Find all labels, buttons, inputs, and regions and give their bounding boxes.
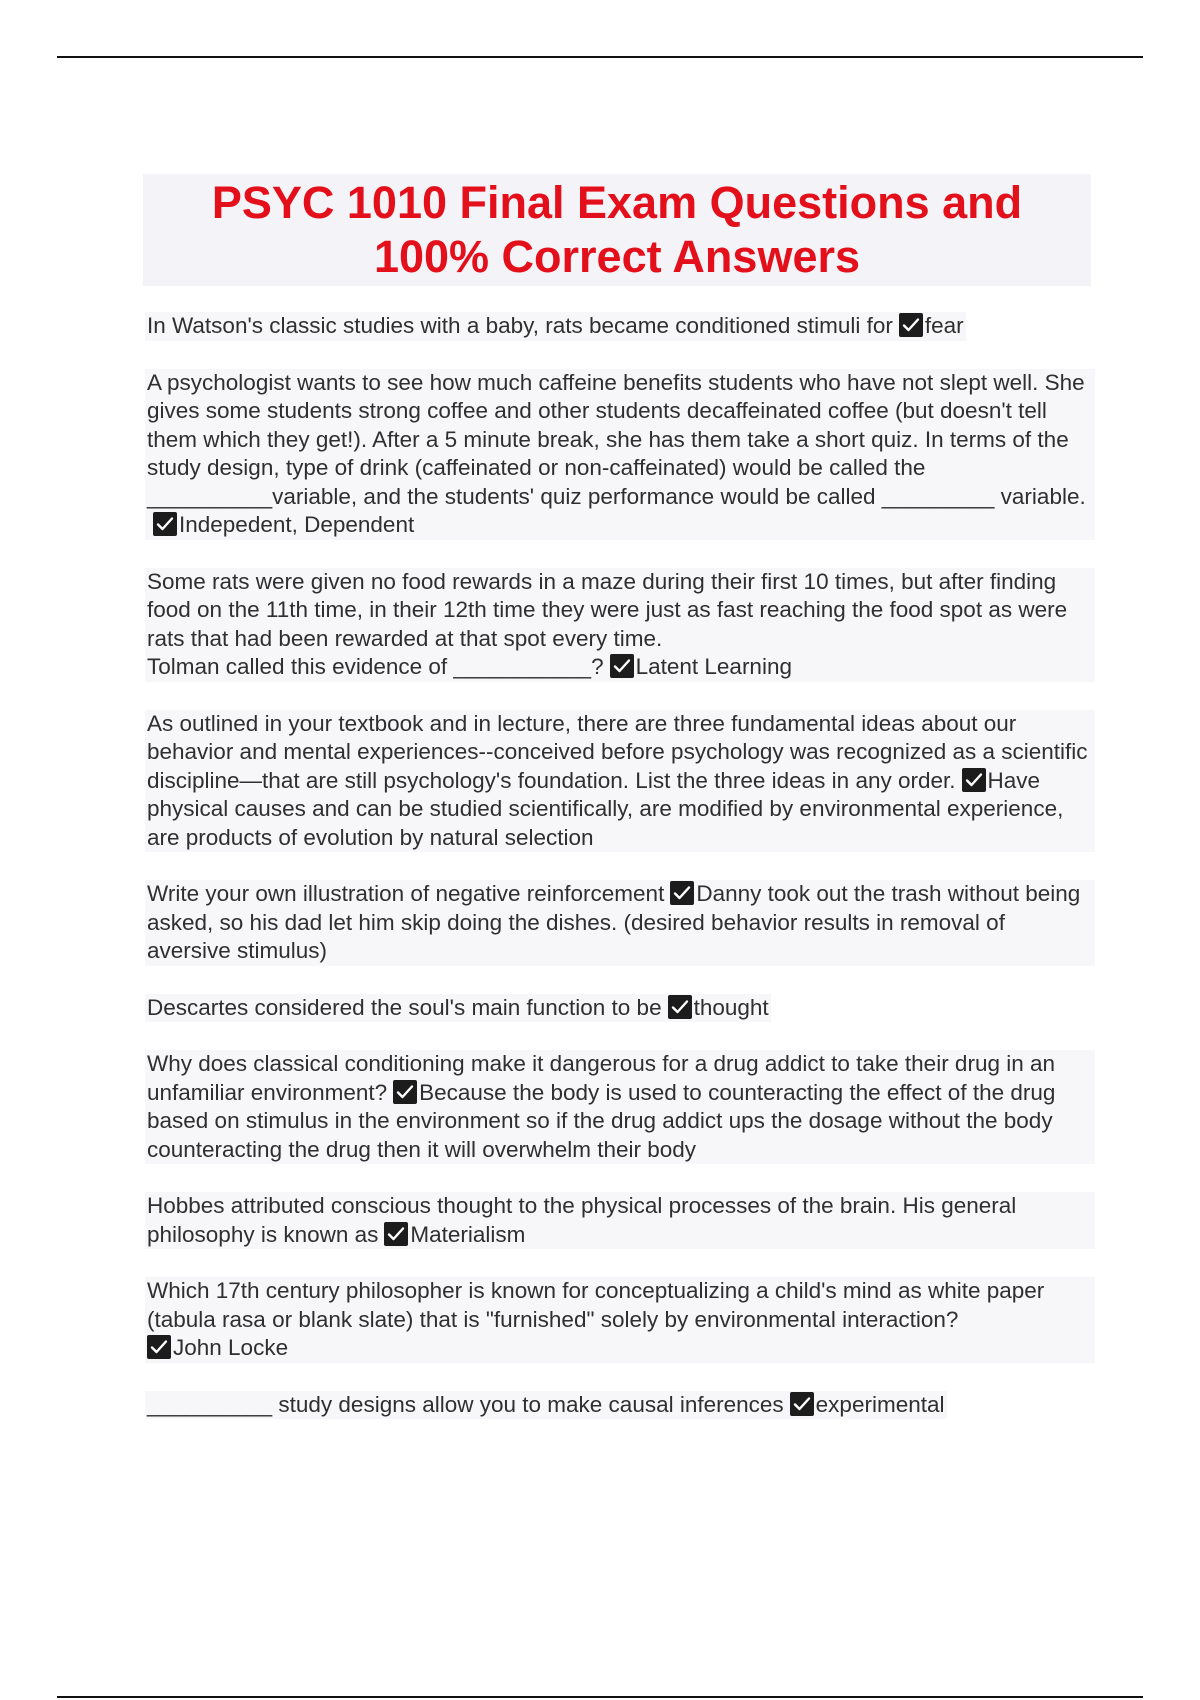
- checkmark-icon: [790, 1392, 814, 1416]
- answer-text: Latent Learning: [635, 654, 792, 679]
- checkmark-icon: [153, 512, 177, 536]
- answer-text: Danny took out the trash without being asked, so his dad let him skip doing the dishes. (desired behavior results in removal of aversive stimulus): [147, 881, 1081, 963]
- checkmark-icon: [393, 1080, 417, 1104]
- answer-text: experimental: [815, 1391, 945, 1417]
- qa-item: [145, 994, 771, 1023]
- checkmark-icon: [899, 313, 923, 337]
- title-line-2: 100% Correct Answers: [373, 231, 861, 282]
- answer-text: John Locke: [173, 1335, 289, 1360]
- question-text: Descartes considered the soul's main function to be: [147, 994, 662, 1020]
- qa-item: [145, 312, 966, 341]
- question-text: __________ study designs allow you to make causal inferences: [147, 1391, 784, 1417]
- checkmark-icon: [147, 1335, 171, 1359]
- question-text-continued: Tolman called this evidence of ___________?: [147, 654, 604, 679]
- question-text: Why does classical conditioning make it dangerous for a drug addict to take their drug in an unfamiliar environment?: [147, 1051, 1056, 1105]
- answer-text: Indepedent, Dependent: [179, 512, 415, 537]
- checkmark-icon: [670, 881, 694, 905]
- title-line-1: PSYC 1010 Final Exam Questions and: [211, 177, 1023, 228]
- question-text: Some rats were given no food rewards in a maze during their first 10 times, but after finding food on the 11th time, in their 12th time they were just as fast reaching the food spot as were rats that had been rewarded at that spot every time.: [147, 568, 1068, 651]
- document-title: [212, 176, 1022, 284]
- checkmark-icon: [668, 995, 692, 1019]
- answer-text: Materialism: [410, 1221, 526, 1247]
- answer-text: thought: [693, 994, 769, 1020]
- answer-text: Because the body is used to counteracting the effect of the drug based on stimulus in the environment so if the drug addict ups the dosage without the body counteracting the drug then it will overwhelm their body: [147, 1079, 1056, 1162]
- qa-item: [145, 880, 1095, 966]
- question-text: Write your own illustration of negative reinforcement: [147, 881, 665, 906]
- qa-item: [145, 1391, 947, 1420]
- qa-item: [145, 1050, 1095, 1164]
- qa-item: [145, 369, 1095, 540]
- qa-item: [145, 1277, 1095, 1363]
- qa-item: [145, 568, 1095, 682]
- answer-line: [147, 1334, 1093, 1363]
- qa-item: [145, 1192, 1095, 1249]
- title-banner: [143, 174, 1091, 286]
- checkmark-icon: [962, 768, 986, 792]
- question-text: In Watson's classic studies with a baby, rats became conditioned stimuli for: [147, 313, 893, 338]
- bottom-rule: [57, 1696, 1143, 1698]
- question-text: As outlined in your textbook and in lecture, there are three fundamental ideas about our behavior and mental experiences--conceived before psychology was recognized as a scientific discipline—that are still psychology's foundation. List the three ideas in any order.: [147, 710, 1088, 793]
- checkmark-icon: [384, 1222, 408, 1246]
- qa-list: [145, 312, 1095, 1447]
- qa-item: [145, 710, 1095, 853]
- answer-text: fear: [924, 313, 964, 338]
- question-text-line-2: [147, 653, 1093, 682]
- answer-text: Have physical causes and can be studied scientifically, are modified by environmental experience, are products of evolution by natural selection: [147, 767, 1064, 850]
- question-text: Hobbes attributed conscious thought to the physical processes of the brain. His general philosophy is known as: [147, 1193, 1017, 1247]
- question-text: A psychologist wants to see how much caffeine benefits students who have not slept well. She gives some students strong coffee and other students decaffeinated coffee (but doesn't tell them which they get!). After a 5 minute break, she has them take a short quiz. In terms of the study design, type of drink (caffeinated or non-caffeinated) would be called the __________variable, and the students' quiz performance would be called _________ variable.: [147, 369, 1086, 509]
- top-rule: [57, 56, 1143, 58]
- checkmark-icon: [610, 654, 634, 678]
- question-text: Which 17th century philosopher is known for conceptualizing a child's mind as white paper (tabula rasa or blank slate) that is "furnished" solely by environmental interaction?: [147, 1278, 1045, 1332]
